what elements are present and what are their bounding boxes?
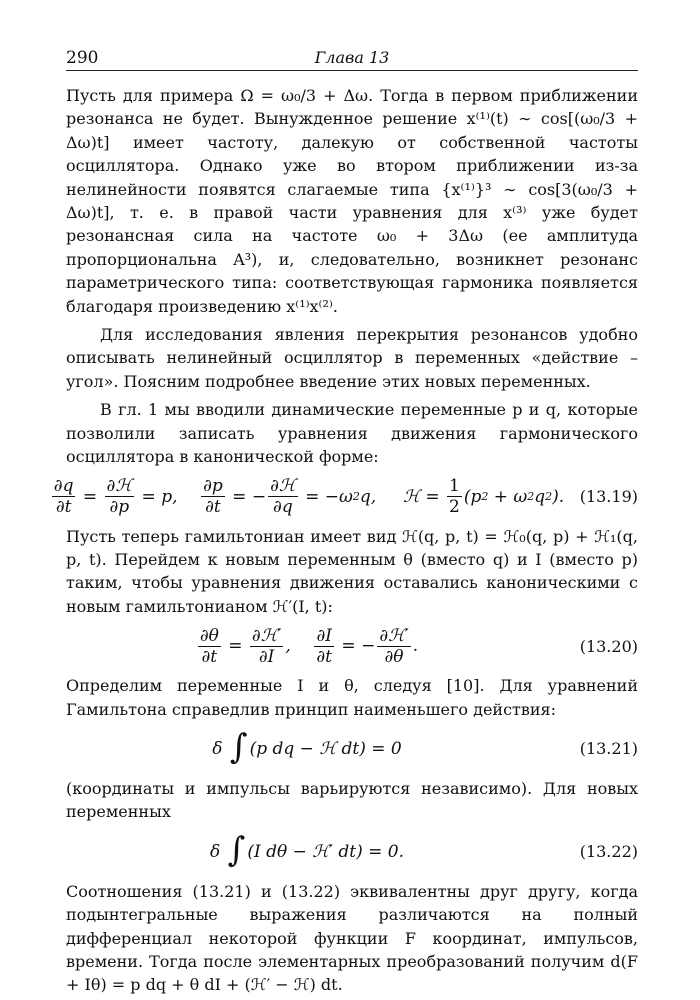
equation-13-22-formula: δ ∫ (I dθ − ℋ′ dt) = 0. [210, 829, 404, 870]
paragraph-3: В гл. 1 мы вводили динамические переменные p и q, которые позволили записать уравнения движения гармонического осциллятора в канонической форме: [66, 400, 638, 467]
paragraph-5: Определим переменные I и θ, следуя [10]. Для уравнений Гамильтона справедлив принцип наименьшего действия: [66, 676, 638, 719]
header-rule [66, 70, 638, 71]
page-header [66, 44, 638, 70]
equation-13-22 [66, 824, 638, 880]
running-head: Глава 13 [314, 48, 390, 67]
equation-13-19-formula: $\frac{\partial q}{\partial t}$ = $\frac{\text{∂ℋ}}{\partial p}$ = p, $\frac{\partial p}{\partial t}$ = − $\frac{\text{∂ℋ}}{\partial q}$ = −ω 2 q, ℋ = $\frac{1}{2}$ (p 2 + ω 2 q 2 ). [53, 476, 565, 517]
equation-13-20 [66, 618, 638, 674]
equation-13-22-body: (I dθ − ℋ′ dt) = 0. [247, 841, 404, 862]
equation-number: (13.20) [579, 636, 638, 656]
paragraph-2: Для исследования явления перекрытия резонансов удобно описывать нелинейный осциллятор в переменных «действие – угол». Поясним подробнее введение этих новых переменных. [66, 325, 638, 391]
equation-number: (13.22) [579, 842, 638, 862]
equation-number: (13.21) [579, 739, 638, 759]
page-number: 290 [66, 48, 99, 68]
page-body [53, 84, 638, 997]
paragraph-6: (координаты и импульсы варьируются независимо). Для новых переменных [66, 778, 638, 822]
paragraph-7: Соотношения (13.21) и (13.22) эквивалентны друг другу, когда подынтегральные выражения различаются на полный дифференциал некоторой функции F координат, импульсов, времени. Тогда после элементарных преобразований получим d(F + Iθ) = p dq + θ dI + (ℋ′ − ℋ) dt. [66, 881, 638, 995]
paragraph-4: Пусть теперь гамильтониан имеет вид ℋ(q, p, t) = ℋ₀(q, p) + ℋ₁(q, p, t). Перейдем к новым переменным θ (вместо q) и I (вместо p) таким, чтобы уравнения движения оставались каноническими с новым гамильтонианом ℋ′(I, t): [66, 526, 638, 616]
equation-13-21-body: (p dq − ℋ dt) = 0 [249, 738, 402, 759]
equation-13-20-formula: $\frac{\partial\theta}{\partial t}$ = $\frac{\text{∂ℋ′}}{\partial I}$ , $\frac{\partial I}{\partial t}$ = − $\frac{\text{∂ℋ′}}{\partial\theta}$ . [199, 625, 419, 667]
equation-13-21 [66, 721, 638, 777]
equation-13-19 [53, 469, 638, 525]
equation-number: (13.19) [579, 487, 638, 506]
paragraph-1: Пусть для примера Ω = ω₀/3 + Δω. Тогда в первом приближении резонанса не будет. Вынужденное решение x⁽¹⁾(t) ∼ cos[(ω₀/3 + Δω)t] имеет частоту, далекую от собственной частоты осциллятора. Однако уже во втором приближении из-за нелинейности появятся слагаемые типа {x⁽¹⁾}³ ∼ cos[3(ω₀/3 + Δω)t], т. е. в правой части уравнения для x⁽³⁾ уже будет резонансная сила на частоте ω₀ + 3Δω (ее амплитуда пропорциональна A³), и, следовательно, возникнет резонанс параметрического типа: соответствующая гармоника появляется благодаря произведению x⁽¹⁾x⁽²⁾. [66, 86, 638, 316]
equation-13-21-formula: δ ∫ (p dq − ℋ dt) = 0 [212, 726, 402, 767]
